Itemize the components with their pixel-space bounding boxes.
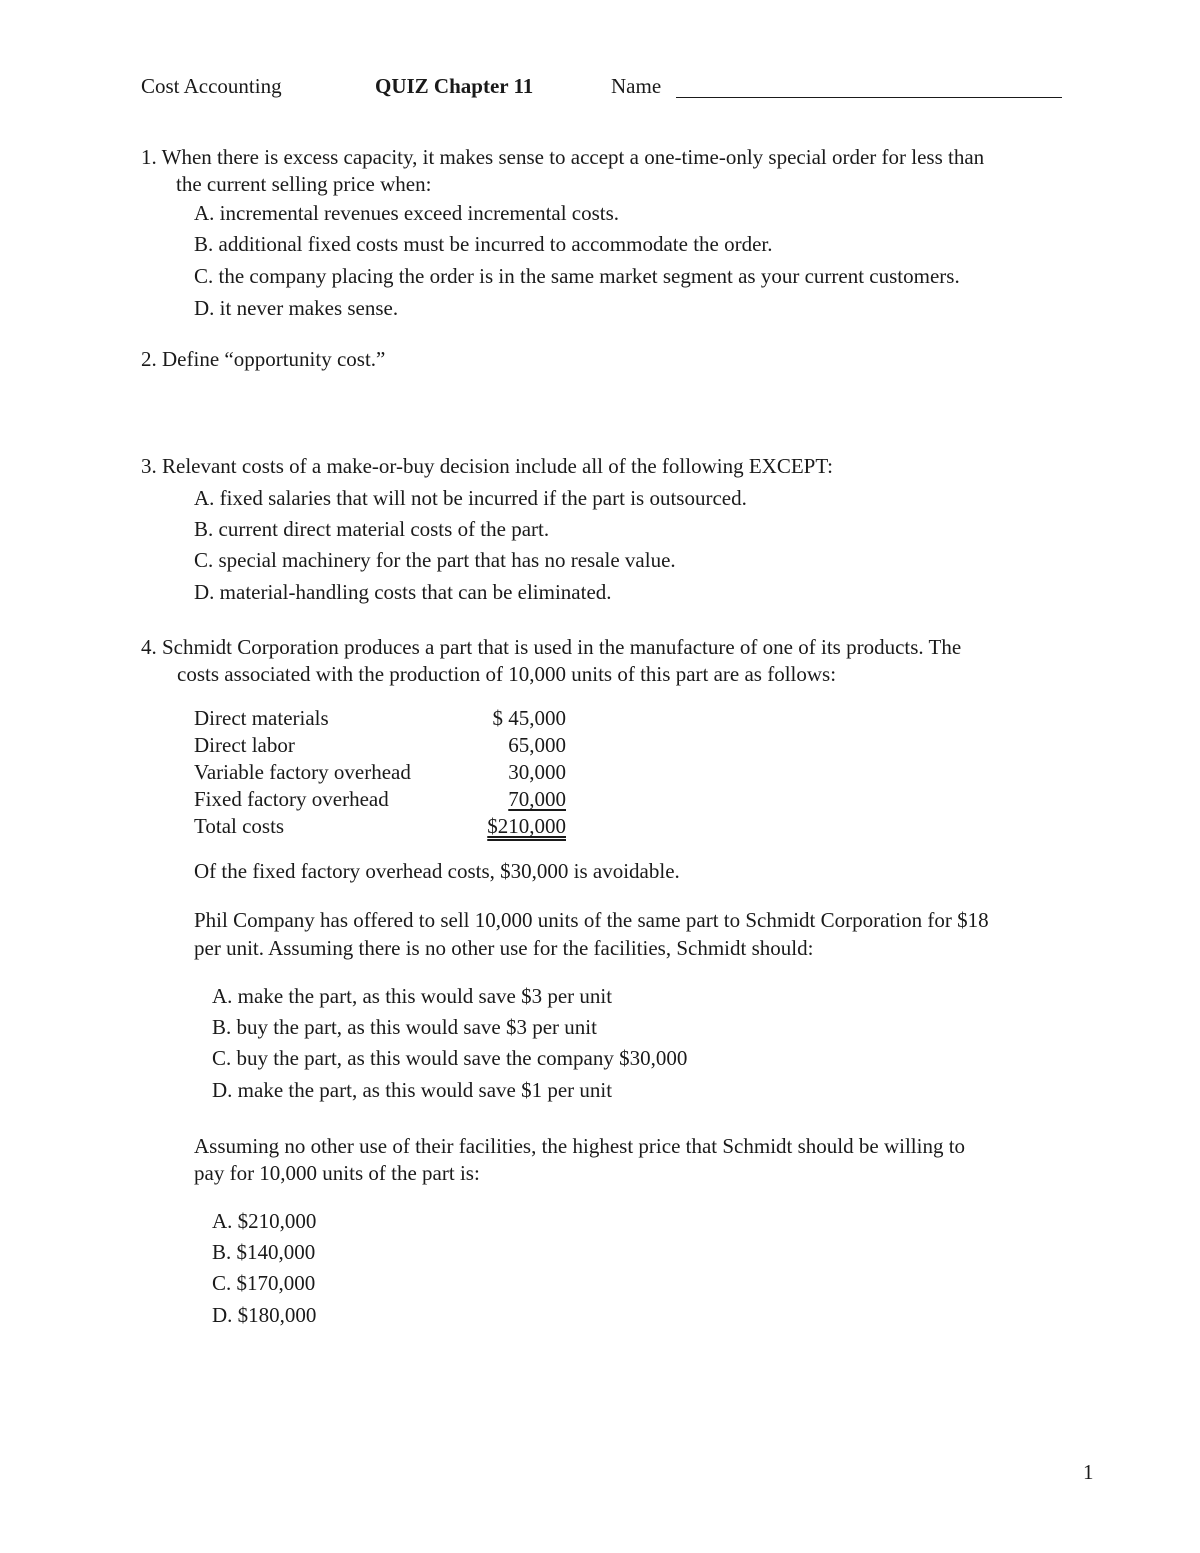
course-title: Cost Accounting: [141, 74, 282, 98]
q1-option-c: C. the company placing the order is in the same market segment as your current customers.: [194, 264, 960, 288]
q3-option-c: C. special machinery for the part that has no resale value.: [194, 548, 676, 572]
cost-amount-direct-materials: $ 45,000: [492, 706, 566, 730]
q4b-option-a: A. $210,000: [212, 1209, 317, 1233]
q1-option-b: B. additional fixed costs must be incurred to accommodate the order.: [194, 232, 773, 256]
cost-label-direct-labor: Direct labor: [194, 733, 295, 757]
q4-price-line1: Assuming no other use of their facilities, the highest price that Schmidt should be willing to: [194, 1134, 966, 1158]
page-number: 1: [1083, 1460, 1094, 1484]
q3-option-b: B. current direct material costs of the part.: [194, 517, 550, 541]
q4-offer-line2: per unit. Assuming there is no other use for the facilities, Schmidt should:: [194, 936, 814, 960]
cost-amount-total: $210,000: [487, 814, 566, 838]
q4-stem-line1: 4. Schmidt Corporation produces a part that is used in the manufacture of one of its products. The: [141, 635, 962, 659]
q1-option-a: A. incremental revenues exceed incremental costs.: [194, 201, 620, 225]
q4b-option-d: D. $180,000: [212, 1303, 317, 1327]
q3-stem: 3. Relevant costs of a make-or-buy decision include all of the following EXCEPT:: [141, 454, 833, 478]
cost-amount-direct-labor: 65,000: [508, 733, 566, 757]
q4b-option-c: C. $170,000: [212, 1271, 316, 1295]
q4a-option-d: D. make the part, as this would save $1 per unit: [212, 1078, 613, 1102]
q4a-option-b: B. buy the part, as this would save $3 per unit: [212, 1015, 597, 1039]
cost-label-total: Total costs: [194, 814, 285, 838]
cost-label-variable-overhead: Variable factory overhead: [194, 760, 411, 784]
q4-stem-line2: costs associated with the production of 10,000 units of this part are as follows:: [177, 662, 837, 686]
q1-stem-line1: 1. When there is excess capacity, it makes sense to accept a one-time-only special order for less than: [141, 145, 985, 169]
q4a-option-a: A. make the part, as this would save $3 per unit: [212, 984, 613, 1008]
cost-amount-variable-overhead: 30,000: [508, 760, 566, 784]
name-label: Name: [611, 74, 662, 98]
q4-price-line2: pay for 10,000 units of the part is:: [194, 1161, 480, 1185]
cost-label-fixed-overhead: Fixed factory overhead: [194, 787, 389, 811]
quiz-title: QUIZ Chapter 11: [375, 74, 534, 98]
name-blank-line[interactable]: [676, 97, 1062, 98]
q3-option-d: D. material-handling costs that can be eliminated.: [194, 580, 612, 604]
cost-label-direct-materials: Direct materials: [194, 706, 329, 730]
q4a-option-c: C. buy the part, as this would save the company $30,000: [212, 1046, 688, 1070]
q2-stem: 2. Define “opportunity cost.”: [141, 347, 386, 371]
q1-stem-line2: the current selling price when:: [176, 172, 432, 196]
q4-avoidable-note: Of the fixed factory overhead costs, $30,000 is avoidable.: [194, 859, 680, 883]
q4-offer-line1: Phil Company has offered to sell 10,000 units of the same part to Schmidt Corporation for $18: [194, 908, 989, 932]
q4b-option-b: B. $140,000: [212, 1240, 316, 1264]
cost-amount-fixed-overhead: 70,000: [508, 787, 566, 811]
q3-option-a: A. fixed salaries that will not be incurred if the part is outsourced.: [194, 486, 747, 510]
q1-option-d: D. it never makes sense.: [194, 296, 399, 320]
